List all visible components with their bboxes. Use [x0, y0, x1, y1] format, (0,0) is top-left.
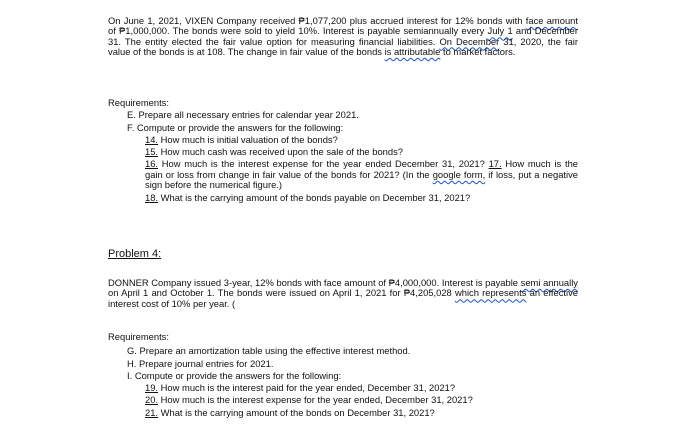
- question-14: [108, 135, 578, 145]
- question-15-number: 15.: [145, 146, 159, 158]
- question-14-text: How much is initial valuation of the bonds?: [160, 133, 338, 145]
- requirements-2: [108, 332, 578, 418]
- question-17-number: 17.: [488, 158, 502, 170]
- req-i: I. Compute or provide the answers for the following:: [127, 369, 342, 381]
- question-15: [108, 147, 578, 157]
- question-17-text-c: if loss, put a negative sign before the numerical figure.): [145, 168, 578, 191]
- p1-text-e: and December 31. The entity elected the fair value option for measuring financial liabilities.: [108, 25, 578, 47]
- problem-4-paragraph: [108, 278, 578, 309]
- req-h: H. Prepare journal entries for 2021.: [127, 357, 274, 369]
- question-20: [108, 395, 578, 405]
- question-19-number: 19.: [145, 382, 159, 394]
- p2-spell-which-represents: which represents: [454, 287, 527, 299]
- p1-text-c: of ₱1,000,000. The bonds were sold to yield 10%. Interest is payable semiannually every: [108, 25, 485, 37]
- problem-3-paragraph: [108, 16, 578, 57]
- question-19: [108, 383, 578, 393]
- question-15-text: How much cash was received upon the sale of the bonds?: [160, 146, 403, 158]
- p2-text-e: an effective interest cost of 10% per year. (: [108, 287, 579, 309]
- p1-text-i: to market factors.: [442, 45, 516, 57]
- p2-spell-semi-annually: semi annually: [520, 277, 578, 288]
- req-g: G. Prepare an amortization table using the effective interest method.: [127, 345, 411, 357]
- p1-spell-on-december: On December: [439, 35, 500, 47]
- p1-text-g: 31, 2020, the fair value of the bonds is at 108. The change in fair value of the bonds: [108, 35, 579, 57]
- p1-spell-face-amount: face amount: [525, 15, 578, 26]
- p2-text-a: DONNER Company issued 3-year, 12% bonds with face amount of ₱4,000,000. Interest is payable: [108, 277, 518, 288]
- question-20-number: 20.: [145, 394, 159, 406]
- question-20-text: How much is the interest expense for the year ended, December 31, 2021?: [160, 394, 473, 406]
- question-16-17: [108, 159, 578, 190]
- p1-spell-july: July 1: [487, 25, 513, 37]
- problem-4-heading-wrap: [108, 249, 578, 259]
- problem-4-heading: Problem 4:: [108, 248, 162, 260]
- requirements-1: [108, 98, 578, 204]
- req-f: F. Compute or provide the answers for the following:: [127, 121, 344, 133]
- question-21: [108, 408, 578, 418]
- question-17-text-a: How much is the gain or loss from change in fair value of the bonds for 2021? (In the: [145, 158, 579, 180]
- question-18: [108, 193, 578, 203]
- p1-text-a: On June 1, 2021, VIXEN Company received ₱1,077,200 plus accrued interest for 12% bonds with: [108, 15, 523, 26]
- question-17-spell-google-form: google form,: [432, 168, 486, 180]
- req-e: E. Prepare all necessary entries for calendar year 2021.: [127, 109, 359, 121]
- question-14-number: 14.: [145, 133, 159, 145]
- question-18-number: 18.: [145, 192, 159, 204]
- question-16-number: 16.: [145, 158, 159, 170]
- question-19-text: How much is the interest paid for the year ended, December 31, 2021?: [160, 382, 456, 394]
- p2-text-c: on April 1 and October 1. The bonds were issued on April 1, 2021 for ₱4,205,028: [108, 287, 452, 299]
- requirements-1-title: Requirements:: [108, 97, 169, 108]
- question-16-text: How much is the interest expense for the year ended December 31, 2021?: [161, 158, 485, 170]
- question-18-text: What is the carrying amount of the bonds payable on December 31, 2021?: [160, 192, 471, 204]
- p1-spell-is-attributable: is attributable: [384, 45, 441, 57]
- question-21-text: What is the carrying amount of the bonds on December 31, 2021?: [160, 406, 435, 418]
- requirements-2-title: Requirements:: [108, 331, 169, 342]
- question-21-number: 21.: [145, 406, 159, 418]
